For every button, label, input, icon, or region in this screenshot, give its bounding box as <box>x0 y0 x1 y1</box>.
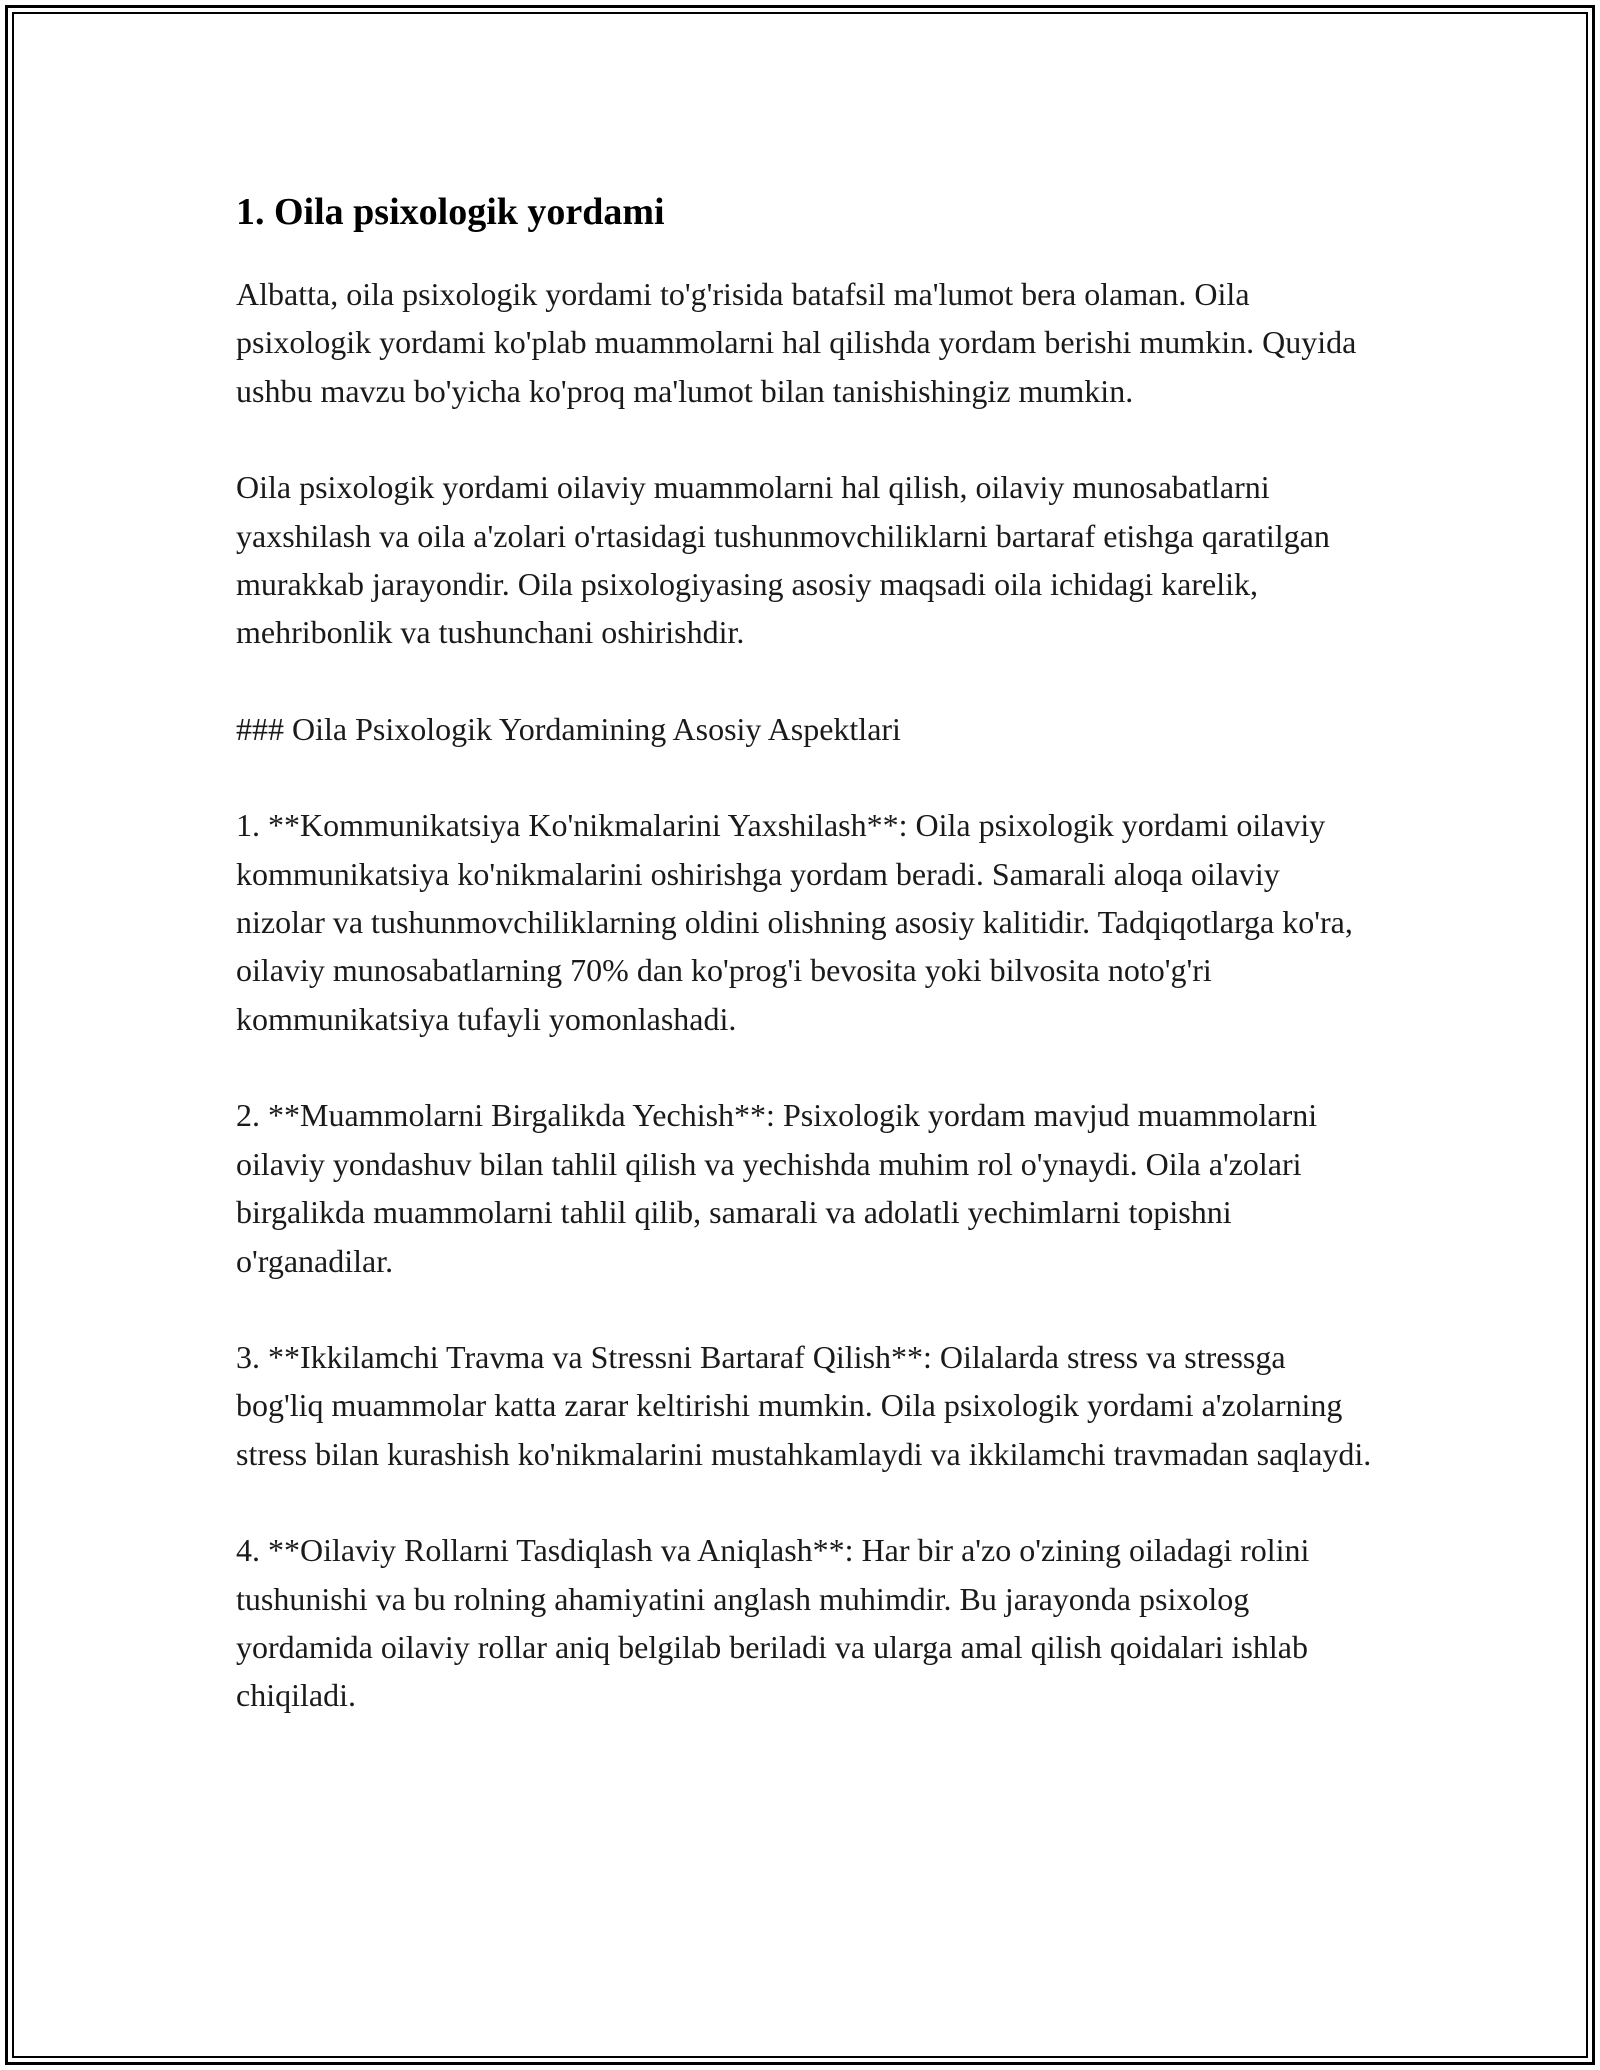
intro-paragraph: Albatta, oila psixologik yordami to'g'risida batafsil ma'lumot bera olaman. Oila psixologik yordami ko'plab muammolarni hal qilishda yordam berishi mumkin. Quyida ushbu mavzu bo'yicha ko'proq ma'lumot bilan tanishishingiz mumkin. <box>236 276 1357 409</box>
list-item-trauma-stress: 3. **Ikkilamchi Travma va Stressni Bartaraf Qilish**: Oilalarda stress va stressga bog'liq muammolar katta zarar keltirishi mumkin. Oila psixologik yordami a'zolarning stress bilan kurashish ko'nikmalarini mustahkamlaydi va ikkilamchi travmadan saqlaydi. <box>236 1338 1372 1472</box>
document-body <box>236 186 1372 1768</box>
list-item-family-roles: 4. **Oilaviy Rollarni Tasdiqlash va Aniqlash**: Har bir a'zo o'zining oiladagi rolini tushunishi va bu rolning ahamiyatini anglash muhimdir. Bu jarayonda psixolog yordamida oilaviy rollar aniq belgilab beriladi va ularga amal qilish qoidalari ishlab chiqiladi. <box>236 1532 1310 1714</box>
list-item-problem-solving: 2. **Muammolarni Birgalikda Yechish**: Psixologik yordam mavjud muammolarni oilaviy yondashuv bilan tahlil qilish va yechishda muhim rol o'ynaydi. Oila a'zolari birgalikda muammolarni tahlil qilib, samarali va adolatli yechimlarni topishni o'rganadilar. <box>236 1097 1318 1279</box>
document-title: 1. Oila psixologik yordami <box>236 191 665 233</box>
section-heading-paragraph: ### Oila Psixologik Yordamining Asosiy Aspektlari <box>236 710 901 747</box>
definition-paragraph: Oila psixologik yordami oilaviy muammolarni hal qilish, oilaviy munosabatlarni yaxshilash va oila a'zolari o'rtasidagi tushunmovchiliklarni bartaraf etishga qaratilgan murakkab jarayondir. Oila psixologiyasing asosiy maqsadi oila ichidagi karelik, mehribonlik va tushunchani oshirishdir. <box>236 469 1330 651</box>
list-item-communication: 1. **Kommunikatsiya Ko'nikmalarini Yaxshilash**: Oila psixologik yordami oilaviy kommunikatsiya ko'nikmalarini oshirishga yordam beradi. Samarali aloqa oilaviy nizolar va tushunmovchiliklarning oldini olishning asosiy kalitidir. Tadqiqotlarga ko'ra, oilaviy munosabatlarning 70% dan ko'prog'i bevosita yoki bilvosita noto'g'ri kommunikatsiya tufayli yomonlashadi. <box>236 807 1353 1037</box>
